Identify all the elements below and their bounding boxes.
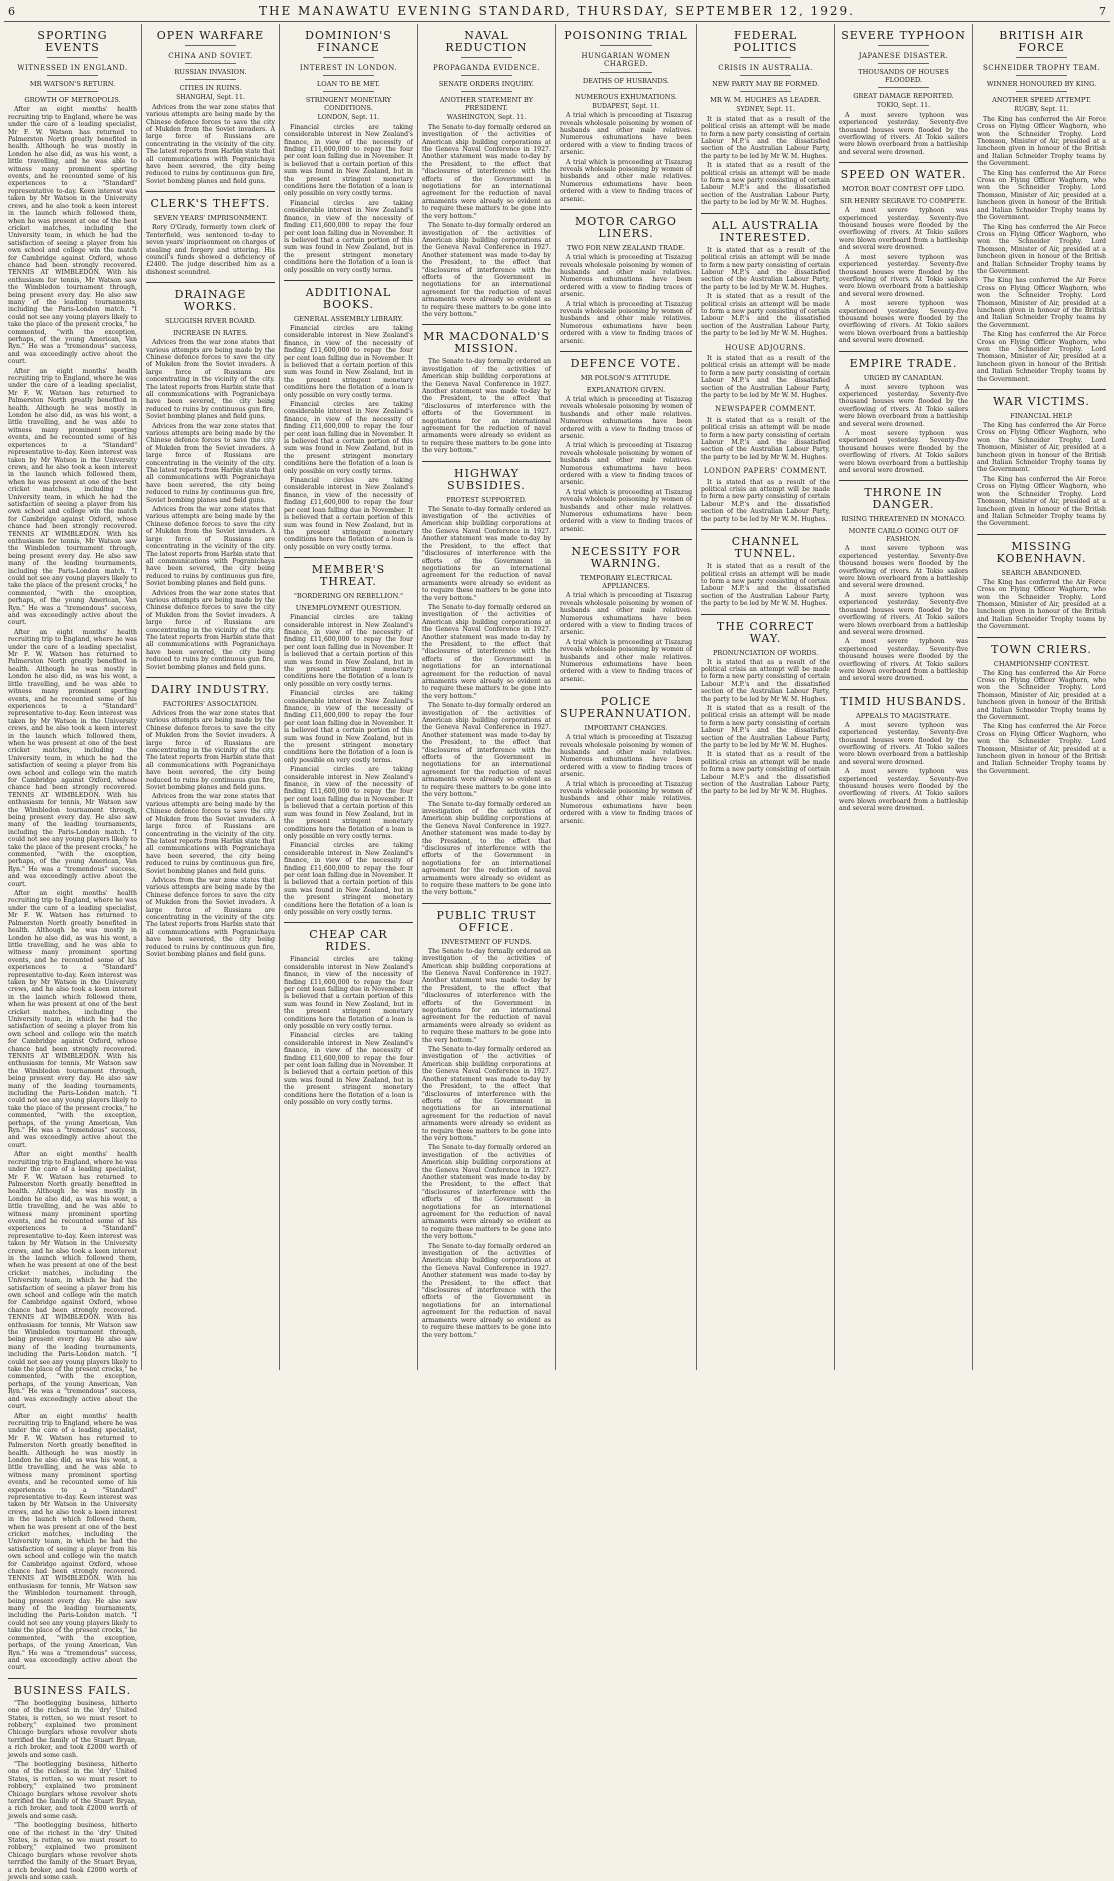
article-body-cont: A trial which is proceeding at Tiszazug reveals wholesale poisoning by women of husbands and other male relatives. Numerous exhumations have been ordered with a view to finding traces of arsenic. — [559, 592, 693, 637]
section-rule — [977, 389, 1106, 390]
headline: WAR VICTIMS. — [993, 395, 1090, 409]
divider — [185, 63, 237, 64]
article-body-cont: The Senate to-day formally ordered an investigation of the activities of American ship building corporations at the Geneva Naval Conference in 1927. Another statement was made to-day by the President, to the effect that "disclosures of interference with the efforts of the Government in negotiations for an international agreement for the reduction of naval armaments were already so evident as to require these matters to be gone into the very bottom." — [421, 358, 551, 455]
article-body: Advices from the war zone states that various attempts are being made by the Chinese defence forces to save the city of Mukden from the Soviet invaders. A large force of Russians are concentrating in the vicinity of the city. The latest reports from Harbin state that all communications with Pogranichaya have been severed, the city being reduced to ruins by continuous gun fire, Soviet bombing planes and field guns. — [145, 103, 275, 185]
article-body-cont: After an eight months' health recruiting trip to England, where he was under the care of a leading specialist, Mr F. W. Watson has returned to Palmerston North greatly benefited in health. Although he was mostly in London he also did, as was his wont, a little travelling, and he was able to witness many prominent sporting events, and he recounted some of his experiences to a "Standard" representative to-day. Keen interest was taken by Mr Watson in the University crews, and he also took a keen interest in the launch which followed them, when he was present at one of the best cricket matches, including the University team, in which he had the satisfaction of seeing a player from his own school and college win the match for Cambridge against Oxford, whose chance had been strongly recovered. TENNIS AT WIMBLEDON. With his enthusiasm for tennis, Mr Watson saw the Wimbledon tournament through, being present every day. He also saw many of the leading tournaments, including the Paris-London match. "I could not see any young players likely to take the place of the present crocks," he commented, "with the exception, perhaps, of the young American, Van Ryn." He was a "tremendous" success, and was exceedingly active about the court. — [8, 1151, 137, 1411]
section-rule — [839, 351, 968, 352]
headline: SPEED ON WATER. — [840, 168, 967, 182]
dateline: RUGBY, Sept. 11. — [1014, 106, 1069, 114]
divider — [600, 88, 653, 89]
article-body-cont: Financial circles are taking considerable interest in New Zealand's finance, in view of the necessity of finding £11,600,000 to repay the four per cent loan falling due in November. It is believed that a certain portion of this sum was found in New Zealand, but in the present stringent monetary conditions here the flotation of a loan is only possible on very costly terms. — [283, 690, 413, 764]
article-body-cont: A trial which is proceeding at Tiszazug reveals wholesale poisoning by women of husbands and other male relatives. Numerous exhumations have been ordered with a view to finding traces of arsenic. — [559, 395, 693, 440]
headline: DAIRY INDUSTRY. — [150, 683, 270, 696]
headline: ALL AUSTRALIA INTERESTED. — [712, 218, 820, 244]
subhead: EXPLANATION GIVEN. — [586, 385, 666, 394]
headline: OPEN WARFARE — [156, 29, 265, 42]
subhead: MOTOR BOAT CONTEST OFF LIDO. — [842, 185, 965, 194]
column-sporting-events — [4, 24, 141, 1881]
subhead: WINNER HONOURED BY KING. — [986, 80, 1097, 89]
article-body-cont: It is stated that as a result of the political crisis an attempt will be made to form a new party consisting of certain Labour M.P.'s and the dissatisfied section of the Australian Labour Party, the party to be led by Mr W. M. Hughes. — [701, 563, 831, 608]
column-naval-reduction — [417, 24, 555, 1370]
section-rule — [977, 637, 1106, 638]
article-body: "The bootlegging business, hitherto one of the richest in the 'dry' United States, is rotten, so we must resort to robbery," explained two prominent Chicago burglars whose revolver shots terrified the family of the Stuart Bryan, a rich broker, and took £2000 worth of jewels and some cash. — [8, 1699, 137, 1759]
headline: HIGHWAY SUBSIDIES. — [447, 466, 526, 492]
masthead-title: THE MANAWATU EVENING STANDARD, THURSDAY, SEPTEMBER 12, 1929. — [259, 4, 855, 18]
subhead: MONTE CARLO GOING OUT OF FASHION. — [848, 527, 959, 544]
dateline: SYDNEY, Sept. 11. — [736, 106, 795, 114]
section-rule — [560, 351, 692, 352]
article-body-cont: The Senate to-day formally ordered an investigation of the activities of American ship building corporations at the Geneva Naval Conference in 1927. Another statement was made to-day by the President, to the effect that "disclosures of interference with the efforts of the Government in negotiations for an international agreement for the reduction of naval armaments were already so evident as to require these matters to be gone into the very bottom." — [421, 1144, 551, 1241]
subhead: HOUSE ADJOURNS. — [725, 343, 806, 352]
article-body-cont: A trial which is proceeding at Tiszazug reveals wholesale poisoning by women of husbands and other male relatives. Numerous exhumations have been ordered with a view to finding traces of arsenic. — [559, 638, 693, 683]
article-body-cont: Advices from the war zone states that various attempts are being made by the Chinese defence forces to save the city of Mukden from the Soviet invaders. A large force of Russians are concentrating in the vicinity of the city. The latest reports from Harbin state that all communications with Pogranichaya have been severed, the city being reduced to ruins by continuous gun fire, Soviet bombing planes and field guns. — [145, 589, 275, 671]
article-body-cont: Advices from the war zone states that various attempts are being made by the Chinese defence forces to save the city of Mukden from the Soviet invaders. A large force of Russians are concentrating in the vicinity of the city. The latest reports from Harbin state that all communications with Pogranichaya have been severed, the city being reduced to ruins by continuous gun fire, Soviet bombing planes and field guns. — [145, 339, 275, 421]
subhead: SLUGGISH RIVER BOARD. — [164, 317, 256, 326]
headline: BRITISH AIR FORCE — [999, 29, 1084, 54]
article-body-cont: A trial which is proceeding at Tiszazug reveals wholesale poisoning by women of husbands and other male relatives. Numerous exhumations have been ordered with a view to finding traces of arsenic. — [559, 442, 693, 487]
subhead: ANOTHER STATEMENT BY PRESIDENT. — [439, 96, 533, 113]
divider — [740, 57, 792, 58]
section-rule — [284, 557, 413, 558]
article-body-cont: A trial which is proceeding at Tiszazug reveals wholesale poisoning by women of husbands and other male relatives. Numerous exhumations have been ordered with a view to finding traces of arsenic. — [559, 300, 693, 345]
subhead: JAPANESE DISASTER. — [858, 52, 949, 60]
masthead-rule — [4, 21, 1110, 22]
article-body-cont: The Senate to-day formally ordered an investigation of the activities of American ship building corporations at the Geneva Naval Conference in 1927. Another statement was made to-day by the President, to the effect that "disclosures of interference with the efforts of the Government in negotiations for an international agreement for the reduction of naval armaments were already so evident as to require these matters to be gone into the very bottom." — [421, 1242, 551, 1339]
subhead: INCREASE IN RATES. — [173, 329, 248, 338]
article-body-cont: A most severe typhoon was experienced yesterday. Seventy-five thousand houses were flooded by the overflowing of rivers. At Tokio sailors were blown overboard from a battleship and several were drowned. — [839, 768, 969, 813]
dateline: LONDON, Sept. 11. — [317, 114, 380, 122]
subhead: IMPORTANT CHANGES. — [584, 724, 668, 733]
section-rule — [701, 614, 830, 615]
article-body: A trial which is proceeding at Tiszazug reveals wholesale poisoning by women of husbands and other male relatives. Numerous exhumations have been ordered with a view to finding traces of arsenic. — [559, 112, 693, 157]
column-federal-politics — [696, 24, 834, 1370]
headline: CHEAP CAR RIDES. — [309, 928, 388, 954]
article-body-cont: It is stated that as a result of the political crisis an attempt will be made to form a new party consisting of certain Labour M.P.'s and the dissatisfied section of the Australian Labour Party, the party to be led by Mr W. M. Hughes. — [701, 658, 831, 703]
section-rule — [422, 324, 551, 325]
headline: MOTOR CARGO LINERS. — [575, 215, 677, 241]
article-body-cont: The Senate to-day formally ordered an investigation of the activities of American ship building corporations at the Geneva Naval Conference in 1927. Another statement was made to-day by the President, to the effect that "disclosures of interference with the efforts of the Government in negotiations for an international agreement for the reduction of naval armaments were already so evident as to require these matters to be gone into the very bottom." — [421, 947, 551, 1044]
subhead: "BORDERING ON REBELLION." — [293, 592, 404, 601]
column-severe-typhoon — [834, 24, 972, 1370]
article-body-cont: The Senate to-day formally ordered an investigation of the activities of American ship building corporations at the Geneva Naval Conference in 1927. Another statement was made to-day by the President, to the effect that "disclosures of interference with the efforts of the Government in negotiations for an international agreement for the reduction of naval armaments were already so evident as to require these matters to be gone into the very bottom." — [421, 702, 551, 799]
subhead: MR WATSON'S RETURN. — [29, 80, 116, 89]
subhead: WITNESSED IN ENGLAND. — [17, 64, 128, 72]
column-british-air-force — [972, 24, 1110, 1370]
article-body: Rory O'Grady, formerly town clerk of Tenterfield, was sentenced to-day to seven years' imprisonment on charges of stealing and forgery and uttering. His council's funds showed a deficiency of £2400. The judge described him as a dishonest scoundrel. — [145, 224, 275, 276]
article-body-cont: Financial circles are taking considerable interest in New Zealand's finance, in view of the necessity of finding £11,600,000 to repay the four per cent loan falling due in November. It is believed that a certain portion of this sum was found in New Zealand, but in the present stringent monetary conditions here the flotation of a loan is only possible on very costly terms. — [283, 324, 413, 399]
article-body-cont: A most severe typhoon was experienced yesterday. Seventy-five thousand houses were flooded by the overflowing of rivers. At Tokio sailors were blown overboard from a battleship and several were drowned. — [839, 207, 969, 252]
subhead: CHINA AND SOVIET. — [168, 52, 253, 60]
divider — [600, 72, 653, 73]
divider — [1016, 75, 1068, 76]
article-body-cont: After an eight months' health recruiting trip to England, where he was under the care of a leading specialist, Mr F. W. Watson has returned to Palmerston North greatly benefited in health. Although he was mostly in London he also did, as was his wont, a little travelling, and he was able to witness many prominent sporting events, and he recounted some of his experiences to a "Standard" representative to-day. Keen interest was taken by Mr Watson in the University crews, and he also took a keen interest in the launch which followed them, when he was present at one of the best cricket matches, including the University team, in which he had the satisfaction of seeing a player from his own school and college win the match for Cambridge against Oxford, whose chance had been strongly recovered. TENNIS AT WIMBLEDON. With his enthusiasm for tennis, Mr Watson saw the Wimbledon tournament through, being present every day. He also saw many of the leading tournaments, including the Paris-London match. "I could not see any young players likely to take the place of the present crocks," he commented, "with the exception, perhaps, of the young American, Van Ryn." He was a "tremendous" success, and was exceedingly active about the court. — [8, 628, 137, 888]
section-rule — [560, 539, 692, 540]
article-body-cont: The King has conferred the Air Force Cross on Flying Officer Waghorn, who won the Schneider Trophy. Lord Thomson, Minister of Air, presided at a luncheon given in honour of the British and Italian Schneider Trophy teams by the Government. — [977, 578, 1106, 631]
article-body-cont: "The bootlegging business, hitherto one of the richest in the 'dry' United States, is rotten, so we must resort to robbery," explained two prominent Chicago burglars whose revolver shots terrified the family of the Stuart Bryan, a rich broker, and took £2000 worth of jewels and some cash. — [8, 1822, 137, 1881]
subhead: NUMEROUS EXHUMATIONS. — [575, 92, 677, 101]
headline: POISONING TRIAL — [564, 29, 688, 42]
subhead: THOUSANDS OF HOUSES FLOODED. — [858, 68, 949, 85]
divider — [461, 91, 513, 92]
article-body-cont: The King has conferred the Air Force Cross on Flying Officer Waghorn, who won the Schneider Trophy. Lord Thomson, Minister of Air, presided at a luncheon given in honour of the British and Italian Schneider Trophy teams by the Government. — [977, 475, 1106, 528]
article-body-cont: A most severe typhoon was experienced yesterday. Seventy-five thousand houses were flooded by the overflowing of rivers. At Tokio sailors were blown overboard from a battleship and several were drowned. — [839, 383, 969, 428]
article-body-cont: The Senate to-day formally ordered an investigation of the activities of American ship building corporations at the Geneva Naval Conference in 1927. Another statement was made to-day by the President, to the effect that "disclosures of interference with the efforts of the Government in negotiations for an international agreement for the reduction of naval armaments were already so evident as to require these matters to be gone into the very bottom." — [421, 1046, 551, 1142]
divider — [323, 57, 375, 58]
divider — [323, 91, 375, 92]
article-body-cont: The King has conferred the Air Force Cross on Flying Officer Waghorn, who won the Schneider Trophy. Lord Thomson, Minister of Air, presided at a luncheon given in honour of the British and Italian Schneider Trophy teams by the Government. — [977, 422, 1106, 474]
headline: DEFENCE VOTE. — [570, 356, 682, 370]
article-body-cont: The King has conferred the Air Force Cross on Flying Officer Waghorn, who won the Schneider Trophy. Lord Thomson, Minister of Air, presided at a luncheon given in honour of the British and Italian Schneider Trophy teams by the Government. — [977, 277, 1106, 329]
article-body-cont: A most severe typhoon was experienced yesterday. Seventy-five thousand houses were flooded by the overflowing of rivers. At Tokio sailors were blown overboard from a battleship and several were drowned. — [839, 721, 969, 766]
headline: THE CORRECT WAY. — [716, 619, 815, 645]
article-body-cont: Financial circles are taking considerable interest in New Zealand's finance, in view of the necessity of finding £11,600,000 to repay the four per cent loan falling due in November. It is believed that a certain portion of this sum was found in New Zealand, but in the present stringent monetary conditions here the flotation of a loan is only possible on very costly terms. — [283, 477, 413, 551]
article-body-cont: Financial circles are taking considerable interest in New Zealand's finance, in view of the necessity of finding £11,600,000 to repay the four per cent loan falling due in November. It is believed that a certain portion of this sum was found in New Zealand, but in the present stringent monetary conditions here the flotation of a loan is only possible on very costly terms. — [283, 766, 413, 840]
headline: CHANNEL TUNNEL. — [731, 535, 800, 561]
page-number-right: 7 — [1099, 5, 1106, 18]
section-rule — [839, 480, 968, 481]
dateline: WASHINGTON, Sept. 11. — [446, 114, 527, 122]
article-body-cont: After an eight months' health recruiting trip to England, where he was under the care of a leading specialist, Mr F. W. Watson has returned to Palmerston North greatly benefited in health. Although he was mostly in London he also did, as was his wont, a little travelling, and he was able to witness many prominent sporting events, and he recounted some of his experiences to a "Standard" representative to-day. Keen interest was taken by Mr Watson in the University crews, and he also took a keen interest in the launch which followed them, when he was present at one of the best cricket matches, including the University team, in which he had the satisfaction of seeing a player from his own school and college win the match for Cambridge against Oxford, whose chance had been strongly recovered. TENNIS AT WIMBLEDON. With his enthusiasm for tennis, Mr Watson saw the Wimbledon tournament through, being present every day. He also saw many of the leading tournaments, including the Paris-London match. "I could not see any young players likely to take the place of the present crocks," he commented, "with the exception, perhaps, of the young American, Van Ryn." He was a "tremendous" success, and was exceedingly active about the court. — [8, 1412, 137, 1672]
subhead: GENERAL ASSEMBLY LIBRARY. — [293, 314, 404, 323]
column-poisoning-trial — [555, 24, 696, 1370]
article-body-cont: A most severe typhoon was experienced yesterday. Seventy-five thousand houses were flooded by the overflowing of rivers. At Tokio sailors were blown overboard from a battleship and several were drowned. — [839, 638, 969, 683]
divider — [47, 75, 99, 76]
article-body-cont: Financial circles are taking considerable interest in New Zealand's finance, in view of the necessity of finding £11,600,000 to repay the four per cent loan falling due in November. It is believed that a certain portion of this sum was found in New Zealand, but in the present stringent monetary conditions here the flotation of a loan is only possible on very costly terms. — [283, 401, 413, 475]
article-body-cont: "The bootlegging business, hitherto one of the richest in the 'dry' United States, is rotten, so we must resort to robbery," explained two prominent Chicago burglars whose revolver shots terrified the family of the Stuart Bryan, a rich broker, and took £2000 worth of jewels and some cash. — [8, 1760, 137, 1820]
subhead: PRONUNCIATION OF WORDS. — [712, 648, 819, 657]
article-body-cont: A most severe typhoon was experienced yesterday. Seventy-five thousand houses were flooded by the overflowing of rivers. At Tokio sailors were blown overboard from a battleship and several were drowned. — [839, 545, 969, 590]
article-body-cont: Financial circles are taking considerable interest in New Zealand's finance, in view of the necessity of finding £11,600,000 to repay the four per cent loan falling due in November. It is believed that a certain portion of this sum was found in New Zealand, but in the present stringent monetary conditions here the flotation of a loan is only possible on very costly terms. — [283, 199, 413, 274]
subhead: SENATE ORDERS INQUIRY. — [438, 80, 535, 89]
article-body-cont: Advices from the war zone states that various attempts are being made by the Chinese defence forces to save the city of Mukden from the Soviet invaders. A large force of Russians are concentrating in the vicinity of the city. The latest reports from Harbin state that all communications with Pogranichaya have been severed, the city being reduced to ruins by continuous gun fire, Soviet bombing planes and field guns. — [145, 710, 275, 792]
article-body: The King has conferred the Air Force Cross on Flying Officer Waghorn, who won the Schneider Trophy. Lord Thomson, Minister of Air, presided at a luncheon given in honour of the British and Italian Schneider Trophy teams by the Government. — [977, 115, 1106, 168]
newspaper-columns — [4, 24, 1110, 1881]
page-number-left: 6 — [8, 5, 15, 18]
subhead: CHAMPIONSHIP CONTEST. — [993, 659, 1090, 668]
section-rule — [422, 903, 551, 904]
subhead: TEMPORARY ELECTRICAL APPLIANCES. — [580, 574, 672, 591]
divider — [323, 75, 375, 76]
headline: THRONE IN DANGER. — [864, 486, 943, 512]
article-body-cont: Advices from the war zone states that various attempts are being made by the Chinese defence forces to save the city of Mukden from the Soviet invaders. A large force of Russians are concentrating in the vicinity of the city. The latest reports from Harbin state that all communications with Pogranichaya have been severed, the city being reduced to ruins by continuous gun fire, Soviet bombing planes and field guns. — [145, 793, 275, 875]
section-rule — [839, 162, 968, 163]
article-body-cont: The Senate to-day formally ordered an investigation of the activities of American ship building corporations at the Geneva Naval Conference in 1927. Another statement was made to-day by the President, to the effect that "disclosures of interference with the efforts of the Government in negotiations for an international agreement for the reduction of naval armaments were already so evident as to require these matters to be gone into the very bottom." — [421, 505, 551, 602]
headline: ADDITIONAL BOOKS. — [305, 285, 392, 311]
article-body-cont: The Senate to-day formally ordered an investigation of the activities of American ship building corporations at the Geneva Naval Conference in 1927. Another statement was made to-day by the President, to the effect that "disclosures of interference with the efforts of the Government in negotiations for an international agreement for the reduction of naval armaments were already so evident as to require these matters to be gone into the very bottom." — [421, 603, 551, 700]
subhead: SEVEN YEARS' IMPRISONMENT. — [153, 214, 268, 223]
section-rule — [560, 209, 692, 210]
section-rule — [284, 280, 413, 281]
dateline: BUDAPEST, Sept. 11. — [592, 102, 660, 110]
article-body-cont: It is stated that as a result of the political crisis an attempt will be made to form a new party consisting of certain Labour M.P.'s and the dissatisfied section of the Australian Labour Party, the party to be led by Mr W. M. Hughes. — [701, 416, 831, 461]
subhead: TWO FOR NEW ZEALAND TRADE. — [567, 244, 685, 253]
section-rule — [977, 534, 1106, 535]
headline: MR MACDONALD'S MISSION. — [423, 330, 550, 356]
article-body-cont: Financial circles are taking considerable interest in New Zealand's finance, in view of the necessity of finding £11,600,000 to repay the four per cent loan falling due in November. It is believed that a certain portion of this sum was found in New Zealand, but in the present stringent monetary conditions here the flotation of a loan is only possible on very costly terms. — [283, 614, 413, 688]
section-rule — [8, 1678, 137, 1679]
article-body-cont: A most severe typhoon was experienced yesterday. Seventy-five thousand houses were flooded by the overflowing of rivers. At Tokio sailors were blown overboard from a battleship and several were drowned. — [839, 430, 969, 475]
subhead: CRISIS IN AUSTRALIA. — [718, 64, 813, 72]
article-body-cont: The King has conferred the Air Force Cross on Flying Officer Waghorn, who won the Schneider Trophy. Lord Thomson, Minister of Air, presided at a luncheon given in honour of the British and Italian Schneider Trophy teams by the Government. — [977, 223, 1106, 275]
headline: MISSING KOBENHAVN. — [996, 539, 1087, 565]
divider — [185, 45, 237, 46]
subhead: GREAT DAMAGE REPORTED. — [853, 92, 954, 101]
article-body: It is stated that as a result of the political crisis an attempt will be made to form a new party consisting of certain Labour M.P.'s and the dissatisfied section of the Australian Labour Party, the party to be led by Mr W. M. Hughes. — [701, 115, 831, 160]
headline: SEVERE TYPHOON — [841, 29, 966, 42]
headline: MEMBER'S THREAT. — [311, 563, 386, 589]
article-body-cont: It is stated that as a result of the political crisis an attempt will be made to form a new party consisting of certain Labour M.P.'s and the dissatisfied section of the Australian Labour Party, the party to be led by Mr W. M. Hughes. — [701, 162, 831, 207]
divider — [47, 91, 99, 92]
section-rule — [701, 529, 830, 530]
subhead: SCHNEIDER TROPHY TEAM. — [982, 64, 1101, 72]
headline: FEDERAL POLITICS — [733, 29, 798, 54]
section-rule — [701, 213, 830, 214]
divider — [878, 45, 930, 46]
article-body-cont: It is stated that as a result of the political crisis an attempt will be made to form a new party consisting of certain Labour M.P.'s and the dissatisfied section of the Australian Labour Party, the party to be led by Mr W. M. Hughes. — [701, 704, 831, 749]
column-dominions-finance — [279, 24, 417, 1370]
article-body-cont: It is stated that as a result of the political crisis an attempt will be made to form a new party consisting of certain Labour M.P.'s and the dissatisfied section of the Australian Labour Party, the party to be led by Mr W. M. Hughes. — [701, 478, 831, 523]
subhead: URGED BY CANADIAN. — [863, 373, 944, 382]
section-rule — [146, 282, 275, 283]
article-body-cont: The Senate to-day formally ordered an investigation of the activities of American ship building corporations at the Geneva Naval Conference in 1927. Another statement was made to-day by the President, to the effect that "disclosures of interference with the efforts of the Government in negotiations for an international agreement for the reduction of naval armaments were already so evident as to require these matters to be gone into the very bottom." — [421, 800, 551, 897]
headline: SPORTING EVENTS — [37, 29, 108, 54]
article-body-cont: A trial which is proceeding at Tiszazug reveals wholesale poisoning by women of husbands and other male relatives. Numerous exhumations have been ordered with a view to finding traces of arsenic. — [559, 780, 693, 825]
subhead: DEATHS OF HUSBANDS. — [582, 76, 670, 85]
article-body-cont: The King has conferred the Air Force Cross on Flying Officer Waghorn, who won the Schneider Trophy. Lord Thomson, Minister of Air, presided at a luncheon given in honour of the British and Italian Schneider Trophy teams by the Government. — [977, 669, 1106, 721]
article-body-cont: A most severe typhoon was experienced yesterday. Seventy-five thousand houses were flooded by the overflowing of rivers. At Tokio sailors were blown overboard from a battleship and several were drowned. — [839, 300, 969, 345]
article-body-cont: A trial which is proceeding at Tiszazug reveals wholesale poisoning by women of husbands and other male relatives. Numerous exhumations have been ordered with a view to finding traces of arsenic. — [559, 488, 693, 533]
subhead: UNEMPLOYMENT QUESTION. — [295, 604, 402, 613]
article-body: A most severe typhoon was experienced yesterday. Seventy-five thousand houses were flooded by the overflowing of rivers. At Tokio sailors were blown overboard from a battleship and several were drowned. — [839, 111, 969, 156]
article-body: After an eight months' health recruiting trip to England, where he was under the care of a leading specialist, Mr F. W. Watson has returned to Palmerston North greatly benefited in health. Although he was mostly in London he also did, as was his wont, a little travelling, and he was able to witness many prominent sporting events, and he recounted some of his experiences to a "Standard" representative to-day. Keen interest was taken by Mr Watson in the University crews, and he also took a keen interest in the launch which followed them, when he was present at one of the best cricket matches, including the University team, in which he had the satisfaction of seeing a player from his own school and college win the match for Cambridge against Oxford, whose chance had been strongly recovered. TENNIS AT WIMBLEDON. With his enthusiasm for tennis, Mr Watson saw the Wimbledon tournament through, being present every day. He also saw many of the leading tournaments, including the Paris-London match. "I could not see any young players likely to take the place of the present crocks," he commented, "with the exception, perhaps, of the young American, Van Ryn." He was a "tremendous" success, and was exceedingly active about the court. — [8, 106, 137, 366]
section-rule — [560, 689, 692, 690]
headline: TIMID HUSBANDS. — [840, 694, 967, 708]
subhead: INVESTMENT OF FUNDS. — [441, 937, 532, 946]
article-body-cont: A trial which is proceeding at Tiszazug reveals wholesale poisoning by women of husbands and other male relatives. Numerous exhumations have been ordered with a view to finding traces of arsenic. — [559, 254, 693, 299]
subhead: CITIES IN RUINS. — [179, 84, 242, 93]
masthead — [0, 0, 1114, 22]
article-body-cont: The King has conferred the Air Force Cross on Flying Officer Waghorn, who won the Schneider Trophy. Lord Thomson, Minister of Air, presided at a luncheon given in honour of the British and Italian Schneider Trophy teams by the Government. — [977, 723, 1106, 775]
subhead: ANOTHER SPEED ATTEMPT. — [992, 96, 1091, 105]
subhead: SIR HENRY SEGRAVE TO COMPETE. — [839, 197, 968, 206]
article-body-cont: A most severe typhoon was experienced yesterday. Seventy-five thousand houses were flooded by the overflowing of rivers. At Tokio sailors were blown overboard from a battleship and several were drowned. — [839, 253, 969, 298]
section-rule — [839, 689, 968, 690]
subhead: APPEALS TO MAGISTRATE. — [855, 711, 952, 720]
article-body-cont: A trial which is proceeding at Tiszazug reveals wholesale poisoning by women of husbands and other male relatives. Numerous exhumations have been ordered with a view to finding traces of arsenic. — [559, 734, 693, 779]
subhead: SEARCH ABANDONED. — [1001, 568, 1082, 577]
headline: NAVAL REDUCTION — [445, 29, 528, 54]
subhead: NEWSPAPER COMMENT. — [714, 405, 817, 414]
divider — [1016, 57, 1068, 58]
subhead: RUSSIAN INVASION. — [174, 68, 247, 77]
subhead: MR W. M. HUGHES AS LEADER. — [710, 96, 821, 105]
article-body-cont: The King has conferred the Air Force Cross on Flying Officer Waghorn, who won the Schneider Trophy. Lord Thomson, Minister of Air, presided at a luncheon given in honour of the British and Italian Schneider Trophy teams by the Government. — [977, 169, 1106, 222]
subhead: LONDON PAPERS' COMMENT. — [703, 467, 828, 476]
divider — [878, 87, 930, 88]
subhead: PROPAGANDA EVIDENCE. — [432, 64, 540, 72]
subhead: LOAN TO BE MET. — [316, 80, 381, 89]
article-body-cont: Advices from the war zone states that various attempts are being made by the Chinese defence forces to save the city of Mukden from the Soviet invaders. A large force of Russians are concentrating in the vicinity of the city. The latest reports from Harbin state that all communications with Pogranichaya have been severed, the city being reduced to ruins by continuous gun fire, Soviet bombing planes and field guns. — [145, 876, 275, 958]
article-body: The Senate to-day formally ordered an investigation of the activities of American ship building corporations at the Geneva Naval Conference in 1927. Another statement was made to-day by the President, to the effect that "disclosures of interference with the efforts of the Government in negotiations for an international agreement for the reduction of naval armaments were already so evident as to require these matters to be gone into the very bottom." — [421, 123, 551, 220]
headline: EMPIRE TRADE. — [849, 356, 958, 370]
divider — [461, 75, 513, 76]
subhead: NEW PARTY MAY BE FORMED. — [712, 80, 819, 89]
headline: PUBLIC TRUST OFFICE. — [436, 908, 537, 934]
article-body-cont: Advices from the war zone states that various attempts are being made by the Chinese defence forces to save the city of Mukden from the Soviet invaders. A large force of Russians are concentrating in the vicinity of the city. The latest reports from Harbin state that all communications with Pogranichaya have been severed, the city being reduced to ruins by continuous gun fire, Soviet bombing planes and field guns. — [145, 506, 275, 588]
article-body-cont: Financial circles are taking considerable interest in New Zealand's finance, in view of the necessity of finding £11,600,000 to repay the four per cent loan falling due in November. It is believed that a certain portion of this sum was found in New Zealand, but in the present stringent monetary conditions here the flotation of a loan is only possible on very costly terms. — [283, 1032, 413, 1107]
article-body-cont: After an eight months' health recruiting trip to England, where he was under the care of a leading specialist, Mr F. W. Watson has returned to Palmerston North greatly benefited in health. Although he was mostly in London he also did, as was his wont, a little travelling, and he was able to witness many prominent sporting events, and he recounted some of his experiences to a "Standard" representative to-day. Keen interest was taken by Mr Watson in the University crews, and he also took a keen interest in the launch which followed them, when he was present at one of the best cricket matches, including the University team, in which he had the satisfaction of seeing a player from his own school and college win the match for Cambridge against Oxford, whose chance had been strongly recovered. TENNIS AT WIMBLEDON. With his enthusiasm for tennis, Mr Watson saw the Wimbledon tournament through, being present every day. He also saw many of the leading tournaments, including the Paris-London match. "I could not see any young players likely to take the place of the present crocks," he commented, "with the exception, perhaps, of the young American, Van Ryn." He was a "tremendous" success, and was exceedingly active about the court. — [8, 367, 137, 627]
section-rule — [284, 922, 413, 923]
headline: DOMINION'S FINANCE — [305, 29, 392, 54]
article-body-cont: It is stated that as a result of the political crisis an attempt will be made to form a new party consisting of certain Labour M.P.'s and the dissatisfied section of the Australian Labour Party, the party to be led by Mr W. M. Hughes. — [701, 293, 831, 338]
subhead: INTEREST IN LONDON. — [299, 64, 398, 72]
subhead: RISING THREATENED IN MONACO. — [841, 515, 966, 524]
divider — [461, 57, 513, 58]
divider — [600, 45, 653, 46]
article-body-cont: A trial which is proceeding at Tiszazug reveals wholesale poisoning by women of husbands and other male relatives. Numerous exhumations have been ordered with a view to finding traces of arsenic. — [559, 158, 693, 203]
article-body-cont: A most severe typhoon was experienced yesterday. Seventy-five thousand houses were flooded by the overflowing of rivers. At Tokio sailors were blown overboard from a battleship and several were drowned. — [839, 591, 969, 636]
section-rule — [146, 191, 275, 192]
divider — [740, 75, 792, 76]
headline: CLERK'S THEFTS. — [150, 197, 271, 211]
section-rule — [422, 461, 551, 462]
subhead: FACTORIES' ASSOCIATION. — [162, 700, 259, 708]
divider — [878, 63, 930, 64]
article-body-cont: After an eight months' health recruiting trip to England, where he was under the care of a leading specialist, Mr F. W. Watson has returned to Palmerston North greatly benefited in health. Although he was mostly in London he also did, as was his wont, a little travelling, and he was able to witness many prominent sporting events, and he recounted some of his experiences to a "Standard" representative to-day. Keen interest was taken by Mr Watson in the University crews, and he also took a keen interest in the launch which followed them, when he was present at one of the best cricket matches, including the University team, in which he had the satisfaction of seeing a player from his own school and college win the match for Cambridge against Oxford, whose chance had been strongly recovered. TENNIS AT WIMBLEDON. With his enthusiasm for tennis, Mr Watson saw the Wimbledon tournament through, being present every day. He also saw many of the leading tournaments, including the Paris-London match. "I could not see any young players likely to take the place of the present crocks," he commented, "with the exception, perhaps, of the young American, Van Ryn." He was a "tremendous" success, and was exceedingly active about the court. — [8, 890, 137, 1149]
article-body-cont: It is stated that as a result of the political crisis an attempt will be made to form a new party consisting of certain Labour M.P.'s and the dissatisfied section of the Australian Labour Party, the party to be led by Mr W. M. Hughes. — [701, 354, 831, 399]
subhead: GROWTH OF METROPOLIS. — [24, 96, 121, 105]
divider — [47, 57, 99, 58]
article-body: Financial circles are taking considerable interest in New Zealand's finance, in view of the necessity of finding £11,600,000 to repay the four per cent loan falling due in November. It is believed that a certain portion of this sum was found in New Zealand, but in the present stringent monetary conditions here the flotation of a loan is only possible on very costly terms. — [283, 123, 413, 198]
article-body-cont: Financial circles are taking considerable interest in New Zealand's finance, in view of the necessity of finding £11,600,000 to repay the four per cent loan falling due in November. It is believed that a certain portion of this sum was found in New Zealand, but in the present stringent monetary conditions here the flotation of a loan is only possible on very costly terms. — [283, 842, 413, 916]
dateline: SHANGHAI, Sept. 11. — [176, 94, 245, 102]
headline: NECESSITY FOR WARNING. — [571, 545, 681, 571]
article-body-cont: It is stated that as a result of the political crisis an attempt will be made to form a new party consisting of certain Labour M.P.'s and the dissatisfied section of the Australian Labour Party, the party to be led by Mr W. M. Hughes. — [701, 751, 831, 796]
dateline: TOKIO, Sept. 11. — [877, 102, 931, 110]
subhead: STRINGENT MONETARY CONDITIONS. — [305, 96, 392, 113]
headline: POLICE SUPERANNUATION. — [559, 695, 693, 721]
subhead: MR POLSON'S ATTITUDE. — [580, 373, 672, 382]
article-body-cont: Financial circles are taking considerable interest in New Zealand's finance, in view of the necessity of finding £11,600,000 to repay the four per cent loan falling due in November. It is believed that a certain portion of this sum was found in New Zealand, but in the present stringent monetary conditions here the flotation of a loan is only possible on very costly terms. — [283, 956, 413, 1031]
headline: TOWN CRIERS. — [991, 642, 1092, 656]
subhead: HUNGARIAN WOMEN CHARGED. — [581, 52, 671, 69]
subhead: FINANCIAL HELP. — [1010, 412, 1073, 421]
divider — [1016, 91, 1068, 92]
subhead: PROTEST SUPPORTED. — [446, 495, 527, 504]
divider — [185, 79, 237, 80]
article-body-cont: Advices from the war zone states that various attempts are being made by the Chinese defence forces to save the city of Mukden from the Soviet invaders. A large force of Russians are concentrating in the vicinity of the city. The latest reports from Harbin state that all communications with Pogranichaya have been severed, the city being reduced to ruins by continuous gun fire, Soviet bombing planes and field guns. — [145, 422, 275, 504]
article-body-cont: The King has conferred the Air Force Cross on Flying Officer Waghorn, who won the Schneider Trophy. Lord Thomson, Minister of Air, presided at a luncheon given in honour of the British and Italian Schneider Trophy teams by the Government. — [977, 331, 1106, 383]
section-rule — [146, 677, 275, 678]
divider — [740, 91, 792, 92]
article-body-cont: It is stated that as a result of the political crisis an attempt will be made to form a new party consisting of certain Labour M.P.'s and the dissatisfied section of the Australian Labour Party, the party to be led by Mr W. M. Hughes. — [701, 246, 831, 291]
column-open-warfare — [141, 24, 279, 1370]
headline: BUSINESS FAILS. — [13, 1683, 132, 1697]
article-body-cont: The Senate to-day formally ordered an investigation of the activities of American ship building corporations at the Geneva Naval Conference in 1927. Another statement was made to-day by the President, to the effect that "disclosures of interference with the efforts of the Government in negotiations for an international agreement for the reduction of naval armaments were already so evident as to require these matters to be gone into the very bottom." — [421, 222, 551, 318]
headline: DRAINAGE WORKS. — [174, 288, 247, 314]
